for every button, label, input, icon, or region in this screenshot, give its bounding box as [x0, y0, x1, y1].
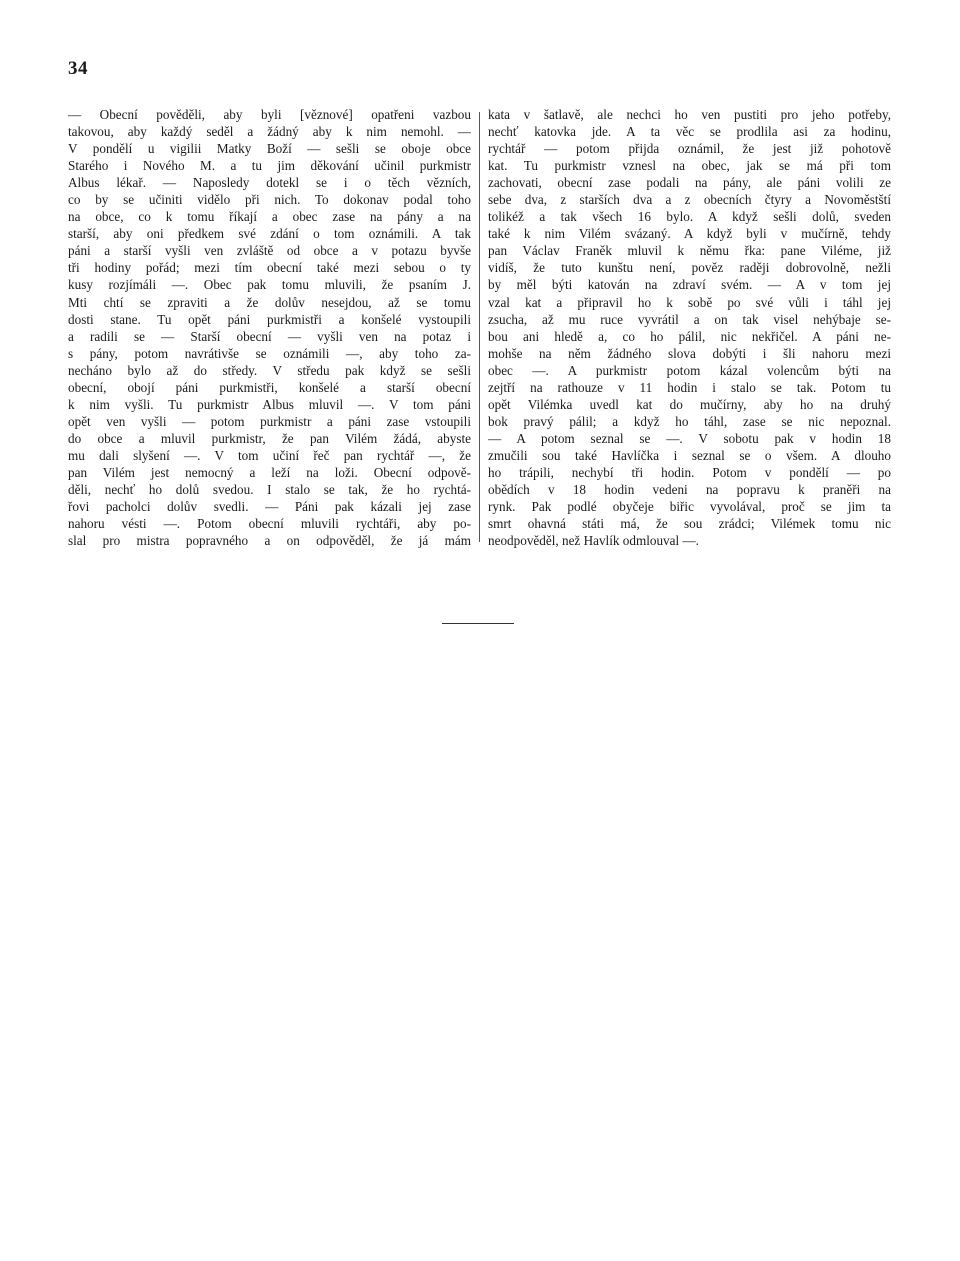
page-number: 34 [68, 58, 88, 79]
end-rule [442, 623, 514, 624]
text-line: vzal kat a připravil ho k sobě po své vůli i táhl jej [488, 294, 891, 310]
text-line: tolikéž a tak všech 16 bylo. A když sešli dolů, sveden [488, 209, 891, 225]
text-line: k nim vyšli. Tu purkmistr Albus mluvil —. V tom páni [68, 396, 471, 412]
text-line: slal pro mistra popravného a on odpověděl, že já mám [68, 533, 471, 549]
text-line: také k nim Vilém svázaný. A když byli v mučírně, tehdy [488, 226, 891, 242]
text-line: nahoru vésti —. Potom obecní mluvili rychtáři, aby po- [68, 516, 471, 532]
text-line: zachovati, obecní zase podali na pány, ale páni volili ze [488, 175, 891, 191]
text-line: — Obecní pověděli, aby byli [věznové] opatřeni vazbou [68, 107, 471, 122]
text-line: obecní, obojí páni purkmistři, konšelé a starší obecní [68, 379, 471, 395]
text-line: děli, nechť ho dolů svedou. I stalo se tak, že ho rychtá- [68, 482, 471, 498]
text-line: rychtář — potom přijda oznámil, že jest již pohotově [488, 141, 891, 157]
text-line: zejtří na rathouze v 11 hodin i stalo se tak. Potom tu [488, 379, 891, 395]
text-line: Starého i Nového M. a tu jim děkování učinil purkmistr [68, 158, 471, 174]
text-line: smrt ohavná státi má, že sou zrádci; Vilémek tomu nic [488, 516, 891, 532]
text-line: zmučili sou také Havlíčka i seznal se o všem. A dlouho [488, 447, 891, 463]
text-line: vidíš, že tuto kunštu není, pověz raději dobrovolně, nežli [488, 260, 891, 276]
text-line: řovi pacholci dolův svedli. — Páni pak kázali jej zase [68, 499, 471, 515]
text-line: opět ven vyšli — potom purkmistr a páni zase vstoupili [68, 413, 471, 429]
text-line: Mti chtí se zpraviti a že dolův nesejdou, až se tomu [68, 294, 471, 310]
text-line: kusy rozjímáli —. Obec pak tomu mluvili, že psaním J. [68, 277, 471, 293]
text-line: takovou, aby každý seděl a žádný aby k nim nemohl. — [68, 124, 471, 140]
text-line: obec —. A purkmistr potom kázal volencům býti na [488, 362, 891, 378]
text-line: na obce, co k tomu říkají a obec zase na pány a na [68, 209, 471, 225]
text-line: mohše na něm žádného slova dobýti i šli nahoru mezi [488, 345, 891, 361]
text-line: mu dali slyšení —. V tom učiní řeč pan rychtář —, že [68, 447, 471, 463]
text-line: sebe dva, z starších dva a z obecních čtyry a Novoměstští [488, 192, 891, 208]
right-column [488, 106, 891, 549]
text-line: Albus lékař. — Naposledy dotekl se i o těch vězních, [68, 175, 471, 191]
text-line: zsucha, až mu ruce vyvrátil a on tak visel nehýbaje se- [488, 311, 891, 327]
text-line: co by se učiniti vidělo při nich. To dokonav podal toho [68, 192, 471, 208]
text-line: kat. Tu purkmistr vznesl na obec, jak se má při tom [488, 158, 891, 174]
text-line: a radili se — Starší obecní — vyšli ven na potaz i [68, 328, 471, 344]
text-line: kata v šatlavě, ale nechci ho ven pustiti pro jeho potřeby, [488, 107, 891, 122]
text-line: by měl býti katován na zdraví svém. — A v tom jej [488, 277, 891, 293]
text-line: obědích v 18 hodin vedeni na popravu k praněři na [488, 482, 891, 498]
text-line: opět Vilémka uvedl kat do mučírny, aby ho na druhý [488, 396, 891, 412]
text-line: pan Vilém jest nemocný a leží na loži. Obecní odpově- [68, 464, 471, 480]
text-line: pan Václav Franěk mluvil k němu řka: pane Viléme, již [488, 243, 891, 259]
text-line: starší, aby oni předkem své zdání o tom oznámili. A tak [68, 226, 471, 242]
text-line: bok pravý pálil; a když ho táhl, zase se nic nepoznal. [488, 413, 891, 429]
text-line: dosti stane. Tu opět páni purkmistři a konšelé vystoupili [68, 311, 471, 327]
text-line: necháno bylo až do středy. V středu pak když se sešli [68, 362, 471, 378]
text-line: páni a starší vyšli ven zvláště od obce a v potazu byvše [68, 243, 471, 259]
column-divider [479, 112, 480, 542]
text-line: rynk. Pak podlé obyčeje biřic vyvolával, proč se jim ta [488, 499, 891, 515]
text-line: nechť katovka jde. A ta věc se prodlila asi za hodinu, [488, 124, 891, 140]
text-line: do obce a mluvil purkmistr, že pan Vilém žádá, abyste [68, 430, 471, 446]
text-line: — A potom seznal se —. V sobotu pak v hodin 18 [488, 430, 891, 446]
left-column [68, 106, 471, 549]
text-line: s pány, potom navrátivše se oznámili —, aby toho za- [68, 345, 471, 361]
text-line: neodpověděl, než Havlík odmlouval —. [488, 533, 699, 549]
text-line: ho trápili, nechybí tři hodin. Potom v pondělí — po [488, 464, 891, 480]
text-line: bou ani hledě a, co ho pálil, nic nekřičel. A páni ne- [488, 328, 891, 344]
text-line: V pondělí u vigilii Matky Boží — sešli se oboje obce [68, 141, 471, 157]
text-line: tři hodiny pořád; mezi tím obecní také mezi sebou o ty [68, 260, 471, 276]
